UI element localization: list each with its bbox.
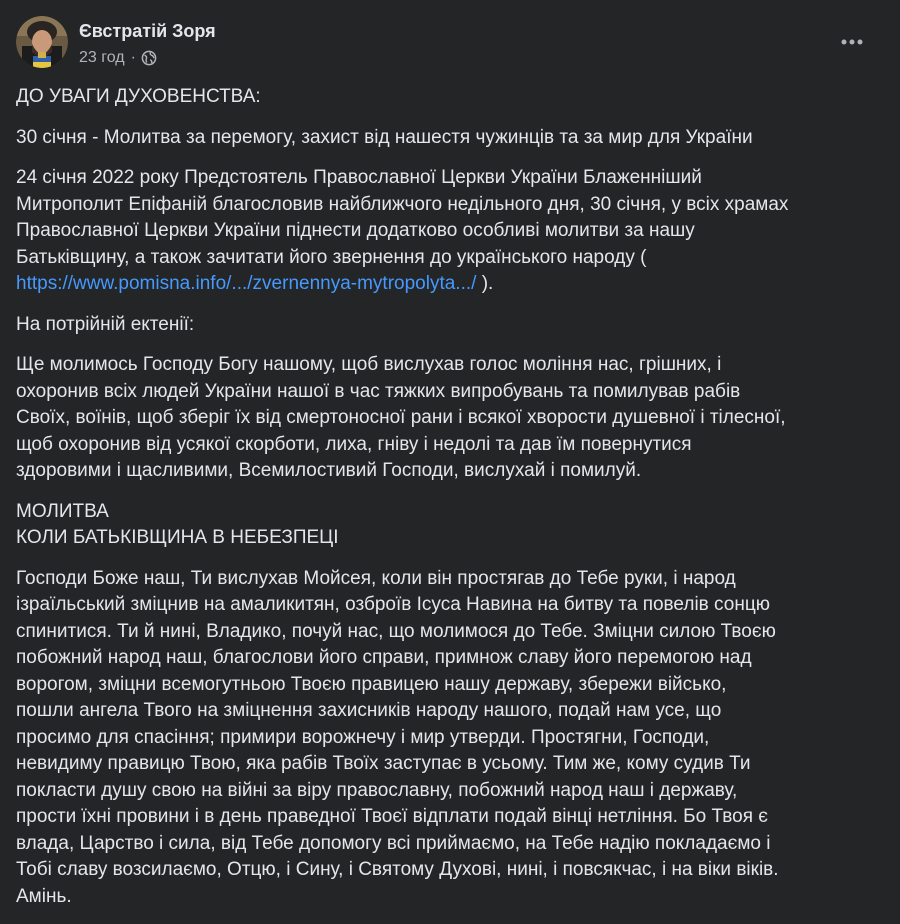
more-options-button[interactable] — [834, 30, 870, 54]
author-name[interactable]: Євстратій Зоря — [79, 21, 216, 41]
post-subtitle: 30 січня - Молитва за перемогу, захист від нашестя чужинців та за мир для України — [16, 126, 753, 148]
intro-line: 24 січня 2022 року Предстоятель Православної Церкви України Блаженніший — [16, 167, 702, 188]
litany-paragraph — [16, 352, 884, 485]
intro-line: Батьківщину, а також зачитати його звернення до українського народу ( — [16, 246, 647, 268]
litany-line: Своїх, воїнів, щоб зберіг їх від смертоносної рани і всякої хворости душевної і тілесної, — [16, 407, 786, 428]
prayer-paragraph — [16, 566, 884, 911]
prayer-line: Амінь. — [16, 885, 72, 907]
prayer-line: спинитися. Ти й нині, Владико, почуй нас, що молимося до Тебе. Зміцни силою Твоєю — [16, 620, 776, 642]
litany-label: На потрійній ектенії: — [16, 313, 195, 335]
prayer-title-line: МОЛИТВА — [16, 500, 109, 522]
author-avatar[interactable] — [16, 16, 68, 68]
link-suffix: ). — [476, 273, 494, 294]
prayer-line: влада, Царство і сила, від Тебе допомогу всі приймаємо, на Тебе надію покладаємо і — [16, 832, 771, 854]
litany-line: Ще молимось Господу Богу нашому, щоб вислухав голос моління нас, грішних, і — [16, 354, 722, 375]
intro-line: Митрополит Епіфаній благословив найближчого недільного дня, 30 січня, у всіх храмах — [16, 193, 789, 215]
prayer-line: ізраїльський зміцнив на амаликитян, озброїв Ісуса Навина на битву та повелів сонцю — [16, 594, 770, 615]
litany-line: охоронив всіх людей України нашої в час тяжких випробувань та помилував рабів — [16, 380, 741, 402]
meta-separator: · — [130, 49, 136, 66]
prayer-line: Господи Боже наш, Ти вислухав Мойсея, коли він простягав до Тебе руки, і народ — [16, 567, 736, 589]
post-header — [16, 16, 884, 72]
prayer-line: прости їхні провини і в день праведної Твоєї відплати подай вінці нетління. Бо Твоя є — [16, 806, 768, 827]
prayer-line: покласти душу свою на війні за віру православну, побожний народ наш і державу, — [16, 779, 738, 801]
prayer-line: Тобі славу возсилаємо, Отцю, і Сину, і Святому Духові, нині, і повсякчас, і на віки віків. — [16, 859, 779, 880]
prayer-title-line: КОЛИ БАТЬКІВЩИНА В НЕБЕЗПЕЦІ — [16, 527, 339, 548]
post-meta — [79, 49, 157, 67]
litany-line: здоровими і щасливими, Всемилостивий Господи, вислухай і помилуй. — [16, 460, 642, 481]
intro-line: Православної Церкви України піднести додатково особливі молитви за нашу — [16, 220, 695, 241]
prayer-line: побожний народ наш, благослови його справи, примнож славу його перемогою над — [16, 647, 752, 668]
globe-icon[interactable] — [141, 50, 157, 66]
post-heading: ДО УВАГИ ДУХОВЕНСТВА: — [16, 86, 261, 107]
address-link[interactable]: https://www.pomisna.info/.../zvernennya-mytropolyta.../ — [16, 273, 477, 294]
post-timestamp[interactable]: 23 год — [79, 49, 125, 66]
post-text — [16, 84, 884, 924]
prayer-line: невидиму правицю Твою, яка рабів Твоїх заступає в усьому. Тим же, кому судив Ти — [16, 753, 751, 774]
litany-line: щоб охоронив від усякої скорботи, лиха, гніву і недолі та дав їм повернутися — [16, 433, 692, 455]
prayer-line: просимо для спасіння; примири ворожнечу і мир утверди. Простягни, Господи, — [16, 726, 710, 748]
prayer-title — [16, 499, 884, 552]
prayer-line: ворогом, зміцни всемогутньою Твоєю правицею нашу державу, збережи військо, — [16, 673, 727, 695]
intro-link-line — [16, 271, 884, 298]
avatar-image — [16, 16, 68, 68]
intro-paragraph — [16, 165, 884, 298]
prayer-line: пошли ангела Твого на зміцнення захисників народу нашого, подай нам усе, що — [16, 700, 722, 721]
more-horizontal-icon — [840, 39, 864, 45]
